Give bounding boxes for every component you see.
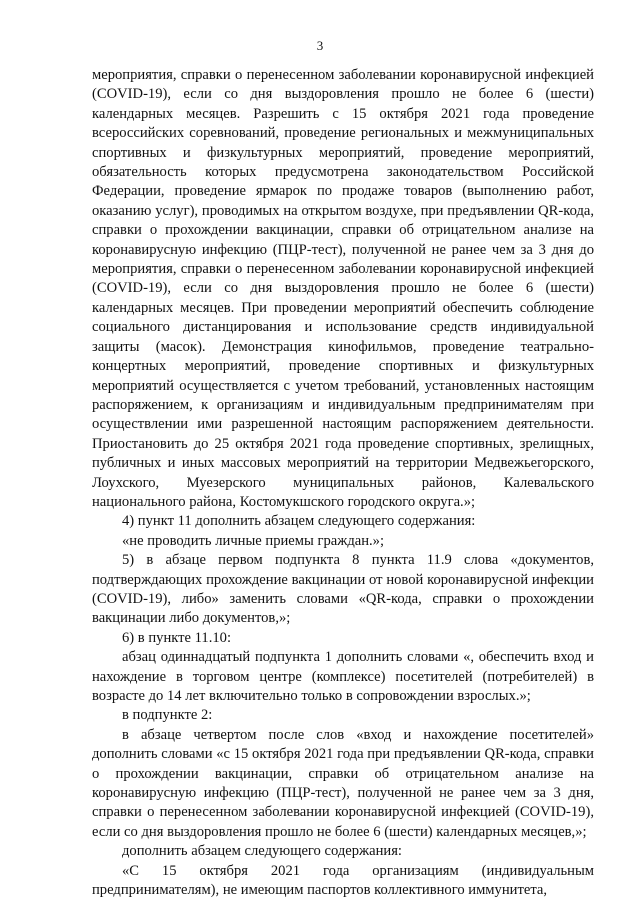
paragraph-quote-receptions: «не проводить личные приемы граждан.»; [122,532,385,549]
page-number: 3 [316,38,324,53]
paragraph-continuation: мероприятия, справки о перенесенном заболевании коронавирусной инфекцией (COVID-19), если со дня выздоровления прошло не более 6 (шести) календарных месяцев. Разрешить с 15 октября 2021 года проведение всероссийских соревнований, проведение региональных и межмуниципальных спортивных и физкультурных мероприятий, проведение мероприятий, обязательность которых предусмотрена законодательством Российской Федерации, проведение ярмарок по продаже товаров (выполнению работ, оказанию услуг), проводимых на открытом воздухе, при предъявлении QR-кода, справки о прохождении вакцинации, справки об отрицательном анализе на коронавирусную инфекцию (ПЦР-тест), полученной не ранее чем за 3 дня до мероприятия, справки о перенесенном заболевании коронавирусной инфекцией (COVID-19), если со дня выздоровления прошло не более 6 (шести) календарных месяцев. При проведении мероприятий обеспечить соблюдение социального дистанцирования и использование средств индивидуальной защиты (масок). Демонстрация кинофильмов, проведение театрально-концертных мероприятий, проведение спортивных и физкультурных мероприятий осуществляется с учетом требований, установленных настоящим распоряжением, к организациям и индивидуальным предпринимателям при осуществлении ими разрешенной настоящим распоряжением деятельности. Приостановить до 25 октября 2021 года проведение спортивных, зрелищных, публичных и иных массовых мероприятий на территории Медвежьегорского, Лоухского, Муезерского муниципальных районов, Калевальского национального района, Костомукшского городского округа.»; [92,67,594,510]
paragraph-subitem-2-text: в абзаце четвертом после слов «вход и нахождение посетителей» дополнить словами «с 15 октября 2021 года при предъявлении QR-кода, справки о прохождении вакцинации, справки об отрицательном анализе на коронавирусную инфекцию (ПЦР-тест), полученной не ранее чем за 3 дня, справки о перенесенном заболевании коронавирусной инфекцией (COVID-19), если со дня выздоровления прошло не более 6 (шести) календарных месяцев,»; [92,726,594,840]
paragraph-item-5: 5) в абзаце первом подпункта 8 пункта 11.9 слова «документов, подтверждающих прохождение вакцинации от новой коронавирусной инфекции (COVID-19), либо» заменить словами «QR-кода, справки о прохождении вакцинации либо документов,»; [92,552,594,627]
paragraph-item-6: 6) в пункте 11.10: [122,629,232,646]
paragraph-subitem-1: абзац одиннадцатый подпункта 1 дополнить словами «, обеспечить вход и нахождение в торговом центре (комплексе) посетителей (потребителей) в возрасте до 14 лет включительно только в сопровождении взрослых.»; [92,649,594,704]
paragraph-item-4: 4) пункт 11 дополнить абзацем следующего содержания: [122,513,476,530]
paragraph-add-heading: дополнить абзацем следующего содержания: [122,843,402,860]
paragraph-subitem-2-heading: в подпункте 2: [122,707,213,724]
paragraph-add-text: «С 15 октября 2021 года организациям (индивидуальным предпринимателям), не имеющим паспортов коллективного иммунитета, [92,862,594,899]
document-body [92,66,594,900]
